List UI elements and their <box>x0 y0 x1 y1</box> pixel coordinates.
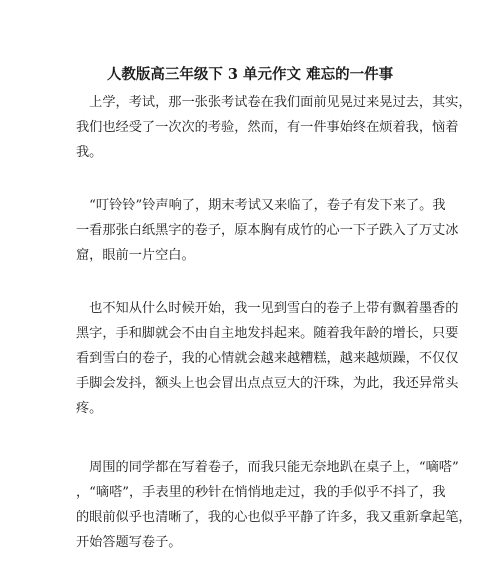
paragraph-line: “叮铃铃”铃声响了，期末考试又来临了，卷子有发下来了。我 <box>76 198 446 213</box>
paragraph-line: ，“嘀嗒”，手表里的秒针在悄悄地走过，我的手似乎不抖了，我 <box>76 485 446 500</box>
paragraph-line: 也不知从什么时候开始，我一见到雪白的卷子上带有飘着墨香的 <box>76 301 459 316</box>
paragraph-line: 开始答题写卷子。 <box>76 535 182 550</box>
paragraph-line: 周围的同学都在写着卷子，而我只能无奈地趴在桌子上，“嘀嗒” <box>76 460 459 475</box>
paragraph-line: 上学，考试，那一张张考试卷在我们面前见晃过来晃过去，其实， <box>76 95 472 110</box>
document-title: 人教版高三年级下 3 单元作文 难忘的一件事 <box>106 66 394 83</box>
paragraph-line: 我。 <box>76 145 103 160</box>
paragraph-line: 的眼前似乎也清晰了，我的心也似乎平静了许多，我又重新拿起笔， <box>76 510 472 525</box>
paragraph-line: 黑字，手和脚就会不由自主地发抖起来。随着我年龄的增长，只要 <box>76 326 459 341</box>
paragraph-line: 一看那张白纸黑字的卷子，原本胸有成竹的心一下子跌入了万丈冰 <box>76 223 459 238</box>
paragraph-line: 我们也经受了一次次的考验，然而，有一件事始终在烦着我，恼着 <box>76 120 459 135</box>
paragraph-line: 看到雪白的卷子，我的心情就会越来越糟糕，越来越烦躁，不仅仅 <box>76 351 459 366</box>
paragraph-line: 手脚会发抖，额头上也会冒出点点豆大的汗珠，为此，我还异常头 <box>76 376 459 391</box>
paragraph-line: 窟，眼前一片空白。 <box>76 248 195 263</box>
paragraph-line: 疼。 <box>76 401 103 416</box>
